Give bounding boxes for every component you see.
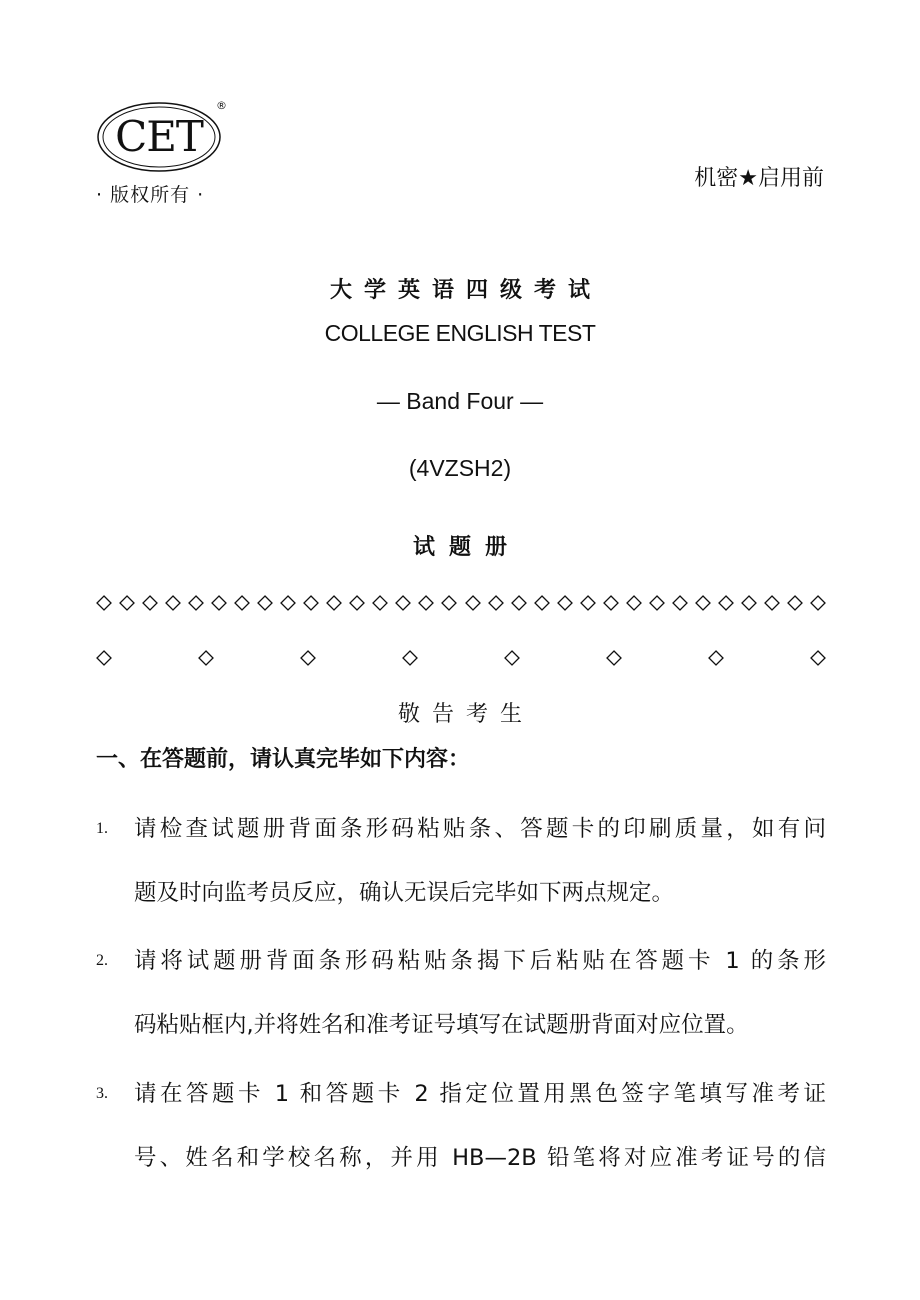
- item-line: 码粘贴框内,并将姓名和准考证号填写在试题册背面对应位置。: [134, 1012, 749, 1038]
- diamond-icon: [96, 595, 112, 611]
- diamond-icon: [695, 595, 711, 611]
- diamond-icon: [606, 650, 622, 666]
- item-number: 2.: [96, 952, 108, 969]
- registered-mark: ®: [216, 99, 227, 112]
- diamond-icon: [603, 595, 619, 611]
- item-text: [134, 1062, 826, 1190]
- diamond-icon: [198, 650, 214, 666]
- diamond-icon: [534, 595, 550, 611]
- item-number: 1.: [96, 820, 108, 837]
- diamond-divider-bottom: [96, 643, 826, 673]
- diamond-icon: [188, 595, 204, 611]
- diamond-icon: [257, 595, 273, 611]
- diamond-icon: [810, 595, 826, 611]
- diamond-icon: [557, 595, 573, 611]
- item-number: 3.: [96, 1085, 108, 1102]
- cet-logo: [96, 99, 230, 211]
- diamond-icon: [326, 595, 342, 611]
- diamond-icon: [708, 650, 724, 666]
- diamond-icon: [441, 595, 457, 611]
- diamond-icon: [764, 595, 780, 611]
- diamond-icon: [672, 595, 688, 611]
- item-line: 请在答题卡 1 和答题卡 2 指定位置用黑色签字笔填写准考证: [134, 1081, 826, 1107]
- diamond-icon: [810, 650, 826, 666]
- diamond-icon: [402, 650, 418, 666]
- item-line: 题及时向监考员反应，确认无误后完毕如下两点规定。: [134, 880, 675, 906]
- diamond-icon: [300, 650, 316, 666]
- diamond-icon: [649, 595, 665, 611]
- booklet-title: 试题册: [412, 535, 521, 560]
- diamond-icon: [234, 595, 250, 611]
- confidential-label: 机密★启用前: [694, 166, 824, 191]
- diamond-icon: [96, 650, 112, 666]
- diamond-icon: [718, 595, 734, 611]
- diamond-icon: [119, 595, 135, 611]
- diamond-icon: [142, 595, 158, 611]
- diamond-icon: [280, 595, 296, 611]
- diamond-icon: [211, 595, 227, 611]
- diamond-icon: [488, 595, 504, 611]
- diamond-icon: [303, 595, 319, 611]
- diamond-icon: [511, 595, 527, 611]
- item-text: [134, 929, 826, 1057]
- paper-code: (4VZSH2): [408, 455, 512, 481]
- title-english: COLLEGE ENGLISH TEST: [324, 320, 596, 346]
- notice-heading: 敬告考生: [397, 702, 534, 727]
- item-line: 请将试题册背面条形码粘贴条揭下后粘贴在答题卡 1 的条形: [134, 948, 826, 974]
- item-line: 请检查试题册背面条形码粘贴条、答题卡的印刷质量，如有问: [134, 816, 826, 842]
- diamond-icon: [418, 595, 434, 611]
- diamond-icon: [787, 595, 803, 611]
- diamond-icon: [580, 595, 596, 611]
- title-chinese: 大学英语四级考试: [329, 278, 602, 303]
- diamond-icon: [504, 650, 520, 666]
- diamond-icon: [626, 595, 642, 611]
- item-line: 号、姓名和学校名称，并用 HB—2B 铅笔将对应准考证号的信: [134, 1145, 826, 1171]
- section-heading: 一、在答题前，请认真完毕如下内容：: [96, 747, 471, 772]
- diamond-icon: [395, 595, 411, 611]
- diamond-icon: [165, 595, 181, 611]
- logo-caption: · 版权所有 ·: [96, 184, 205, 206]
- logo-mark: CET: [115, 112, 203, 161]
- diamond-icon: [465, 595, 481, 611]
- title-band: — Band Four —: [376, 388, 544, 414]
- diamond-icon: [372, 595, 388, 611]
- diamond-icon: [349, 595, 365, 611]
- diamond-icon: [741, 595, 757, 611]
- item-text: [134, 797, 826, 925]
- diamond-divider-top: [96, 588, 826, 618]
